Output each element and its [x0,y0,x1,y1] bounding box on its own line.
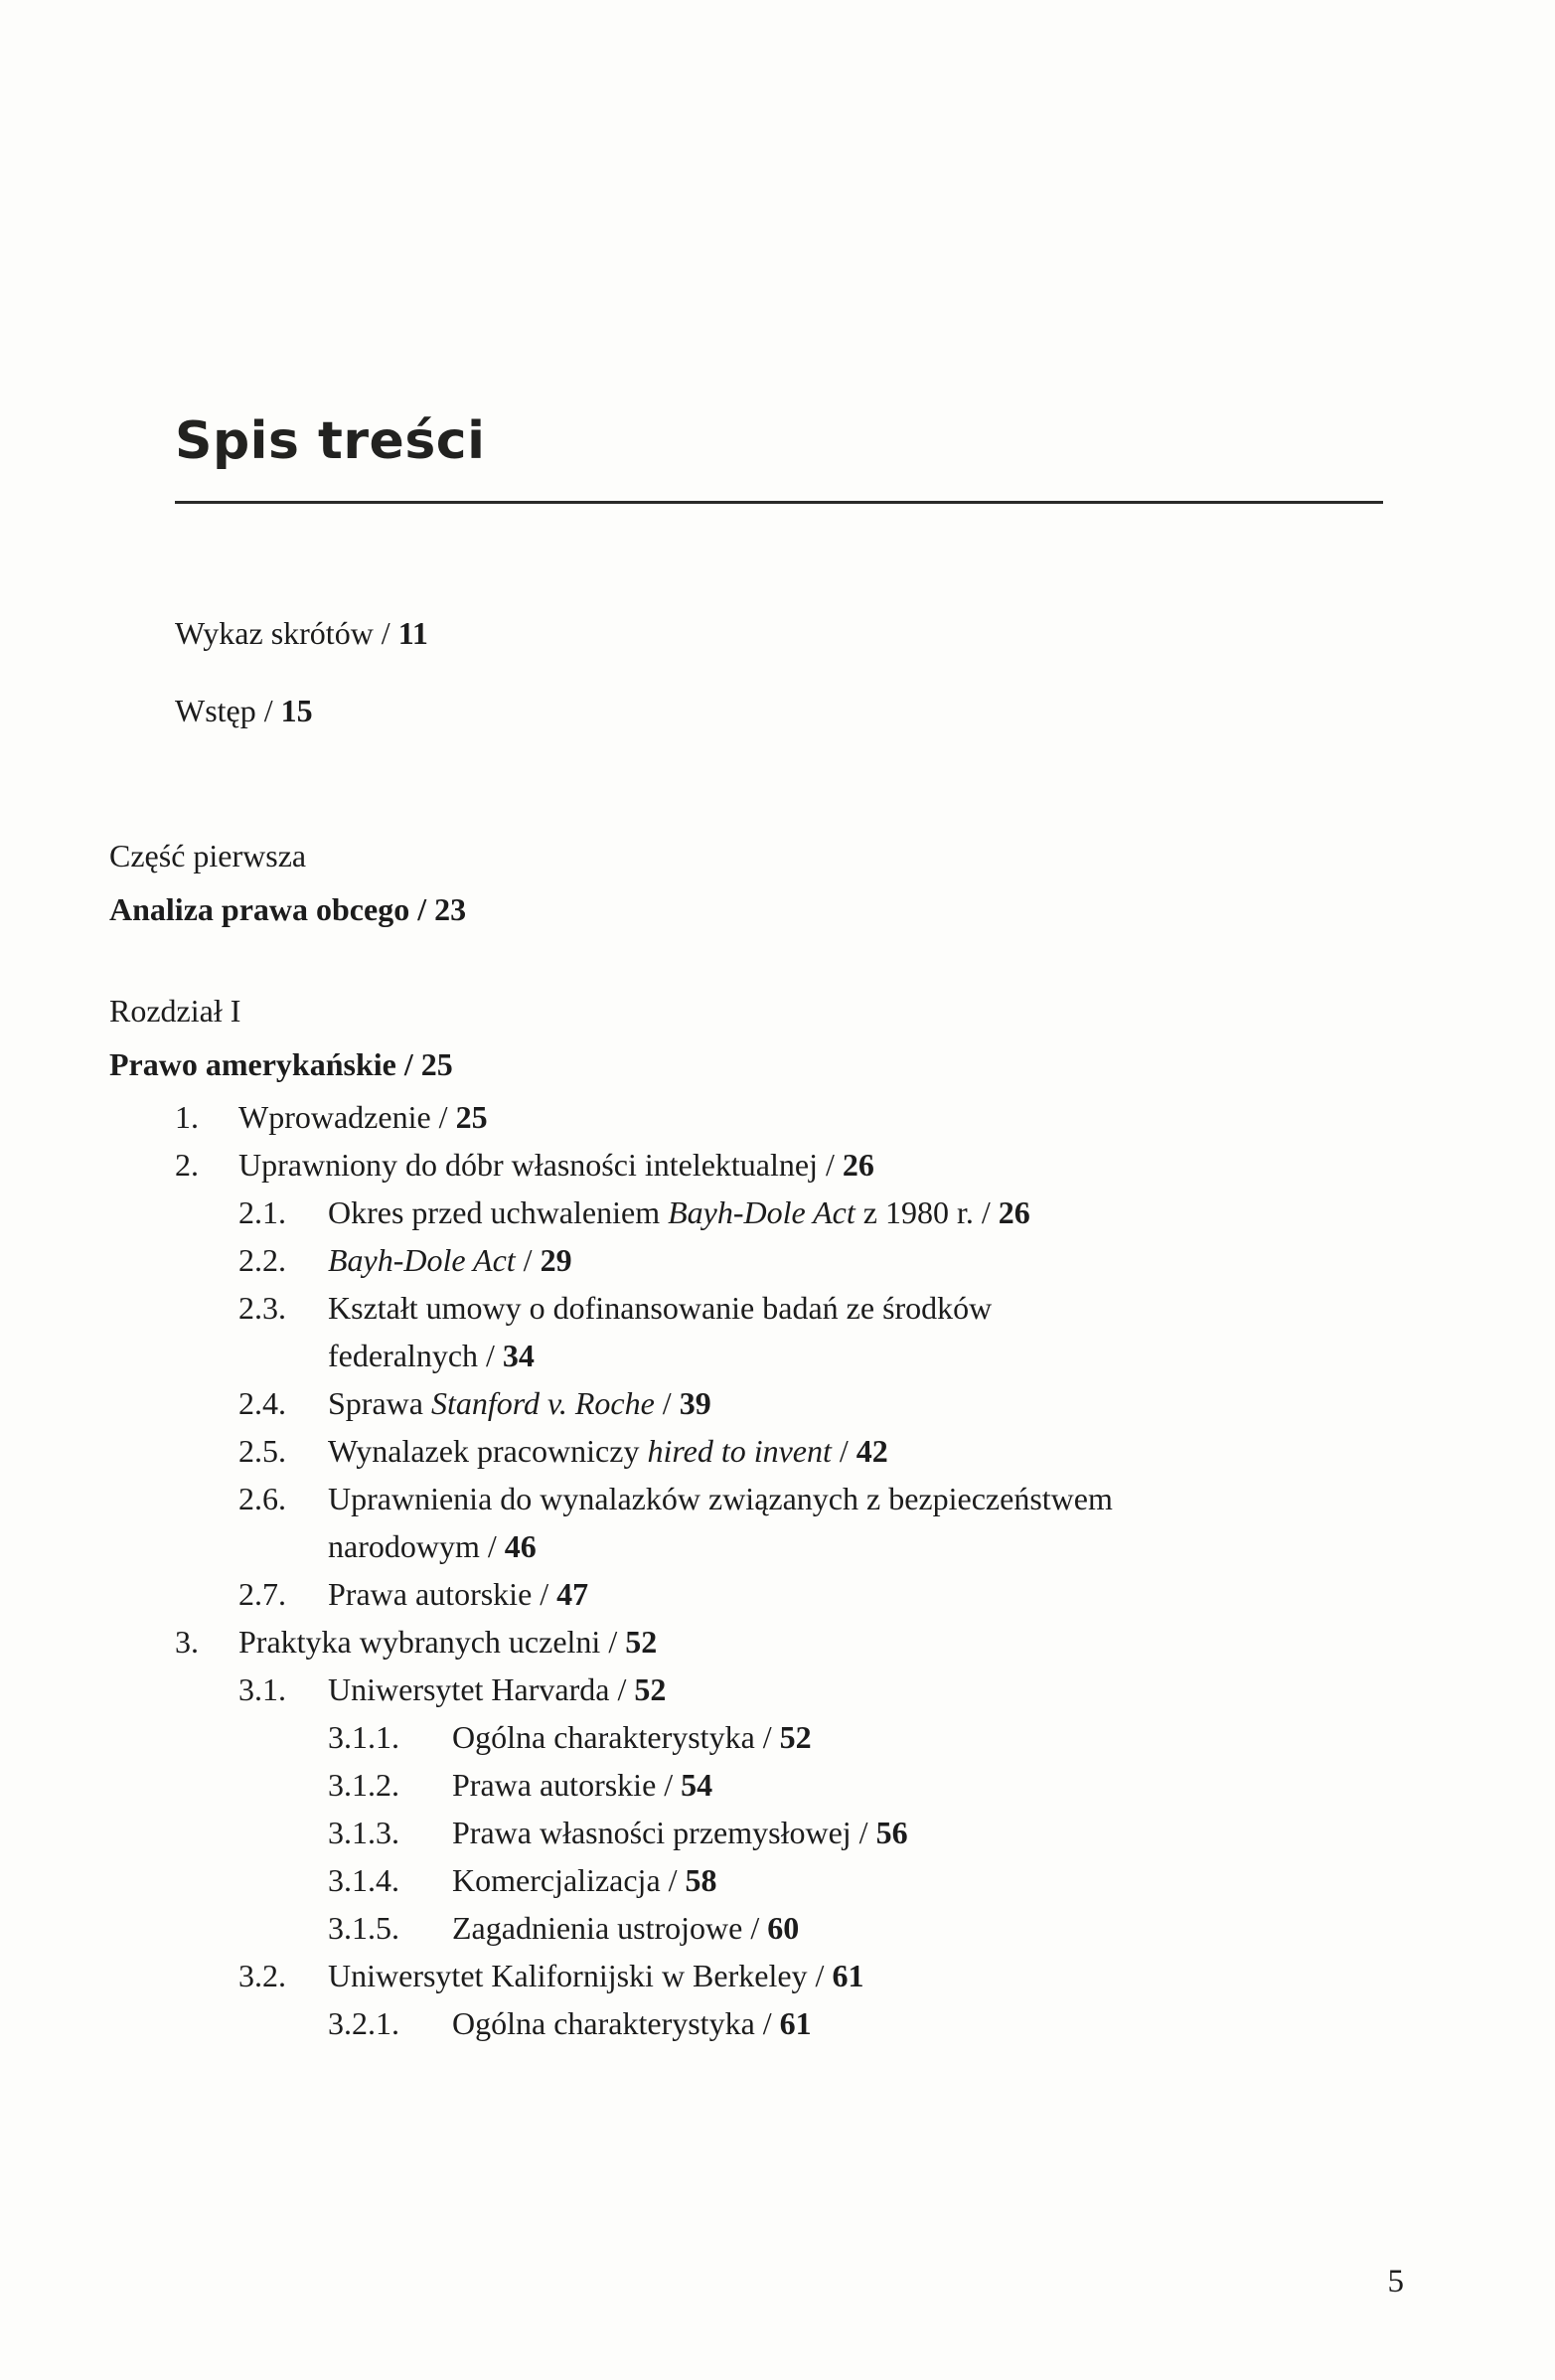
toc-entry-number: 2.1. [238,1194,286,1230]
toc-entry-number: 2.6. [238,1481,286,1516]
toc-entry-number: 3.2. [238,1958,286,1993]
toc-entry-text-segment: Uniwersytet Harvarda [328,1671,610,1707]
toc-entry [238,1666,1396,1713]
toc-entry-text [328,1189,1396,1236]
page-title: Spis treści [175,411,486,471]
toc-entry [175,1618,1396,1666]
toc-entry-page: 54 [681,1767,713,1803]
toc-entry-page: 58 [685,1862,717,1898]
toc-entry-text [175,615,428,651]
toc-entry-text-segment: Ogólna charakterystyka [452,1719,755,1755]
toc-entry-number: 3.1. [238,1671,286,1707]
toc-entry-text [238,1093,1396,1141]
toc-entry-text [328,1427,1396,1475]
toc-list [109,609,1396,2047]
toc-entry-text [109,891,466,927]
toc-entry-separator: / [973,1194,999,1230]
toc-entry-text-segment: Prawo amerykańskie [109,1046,396,1082]
toc-entry-text-segment: Wprowadzenie [238,1099,431,1135]
toc-entry-page: 47 [556,1576,589,1612]
toc-entry-text [328,1952,1396,1999]
toc-part-heading [109,885,1396,933]
toc-entry-text [328,1666,1396,1713]
toc-entry-text [328,1570,1396,1618]
toc-entry-text-segment: Praktyka wybranych uczelni [238,1624,601,1660]
toc-entry [238,1475,1396,1570]
toc-entry-number: 3.1.5. [328,1910,399,1946]
toc-entry-separator: / [373,615,398,651]
toc-entry-text-segment: Sprawa [328,1385,431,1421]
toc-entry-text-segment: Zagadnienia ustrojowe [452,1910,743,1946]
toc-entry [328,1713,1396,1761]
toc-entry-text-segment: Prawa autorskie [452,1767,657,1803]
toc-entry [328,1999,1396,2047]
toc-chapter-heading [109,1040,1396,1088]
toc-entry-number: 1. [175,1099,199,1135]
toc-entry-separator: / [807,1958,833,1993]
toc-entry-text [328,1379,1396,1427]
toc-entry-text-segment: Wynalazek pracowniczy [328,1433,648,1469]
toc-front [175,609,1396,657]
toc-entry-separator: / [478,1338,503,1373]
toc-entry-number: 2.3. [238,1290,286,1326]
toc-entry-text-segment: Ogólna charakterystyka [452,2005,755,2041]
toc-entry-separator: / [754,2005,780,2041]
toc-entry [328,1856,1396,1904]
toc-entry-number: 3.1.4. [328,1862,399,1898]
toc-entry [238,1570,1396,1618]
toc-entry-text [238,1618,1396,1666]
toc-entry-text [109,838,306,873]
toc-entry-text-italic: Stanford v. Roche [430,1385,655,1421]
toc-entry-text-segment: federalnych [328,1338,479,1373]
toc-entry-text-segment: narodowym [328,1528,480,1564]
toc-part-label [109,832,1396,879]
toc-entry-separator: / [831,1433,856,1469]
toc-entry-page: 42 [855,1433,888,1469]
toc-entry-text-segment: Wykaz skrótów [175,615,374,651]
toc-entry-page: 61 [779,2005,812,2041]
toc-entry-text-segment: Komercjalizacja [452,1862,661,1898]
toc-front [175,687,1396,734]
toc-entry-separator: / [851,1815,876,1850]
toc-entry-text-segment: Prawa własności przemysłowej [452,1815,852,1850]
toc-entry-text [328,1284,1396,1379]
toc-entry-number: 3.1.1. [328,1719,399,1755]
toc-entry-text-segment: Uniwersytet Kalifornijski w Berkeley [328,1958,808,1993]
toc-entry-page: 11 [397,615,428,651]
toc-entry [238,1952,1396,1999]
toc-entry-text [452,1713,1396,1761]
toc-entry [328,1761,1396,1809]
toc-entry [238,1189,1396,1236]
toc-entry-text [452,1761,1396,1809]
title-rule [175,501,1383,504]
toc-entry-page: 52 [634,1671,667,1707]
toc-entry-page: 25 [455,1099,488,1135]
toc-entry-number: 3.1.3. [328,1815,399,1850]
toc-chapter-label [109,987,1396,1034]
toc-entry-page: 25 [420,1046,453,1082]
toc-entry-text-segment: Część pierwsza [109,838,307,873]
toc-entry-separator: / [430,1099,456,1135]
toc-entry-number: 2.5. [238,1433,286,1469]
toc-entry-separator: / [255,693,281,728]
toc-entry-text [238,1141,1396,1189]
toc-entry-separator: / [654,1385,680,1421]
toc-entry [175,1093,1396,1141]
toc-entry-text [452,1809,1396,1856]
toc-entry-separator: / [515,1242,541,1278]
toc-entry-text-segment: Uprawnienia do wynalazków związanych z bezpieczeństwem [328,1481,1113,1516]
toc-entry [328,1809,1396,1856]
toc-entry-text [109,993,240,1029]
toc-entry-number: 2.4. [238,1385,286,1421]
toc-entry-separator: / [409,891,435,927]
page-number: 5 [1387,2264,1404,2300]
toc-entry-separator: / [817,1147,843,1183]
toc-entry-text-segment: Analiza prawa obcego [109,891,410,927]
toc-entry-text [175,693,313,728]
toc-entry-text-italic: hired to invent [647,1433,832,1469]
toc-entry [175,1141,1396,1189]
toc-entry-page: 52 [625,1624,658,1660]
toc-entry-separator: / [660,1862,686,1898]
toc-entry [238,1236,1396,1284]
toc-entry-page: 56 [875,1815,908,1850]
toc-entry-page: 46 [504,1528,537,1564]
toc-entry-text [328,1236,1396,1284]
toc-entry-separator: / [754,1719,780,1755]
toc-entry-page: 15 [280,693,313,728]
toc-entry-number: 3.2.1. [328,2005,399,2041]
toc-entry-page: 23 [434,891,467,927]
toc-entry-text-segment: Okres przed uchwaleniem [328,1194,669,1230]
toc-entry-separator: / [609,1671,635,1707]
toc-entry-text-segment: Kształt umowy o dofinansowanie badań ze środków [328,1290,993,1326]
toc-entry-text [452,1904,1396,1952]
toc-entry-page: 52 [779,1719,812,1755]
toc-entry-text-segment: Prawa autorskie [328,1576,533,1612]
toc-entry-text-segment: Rozdział I [109,993,241,1029]
toc-entry [238,1427,1396,1475]
toc-entry-text [109,1046,453,1082]
toc-entry-page: 34 [502,1338,535,1373]
toc-entry-separator: / [395,1046,421,1082]
toc-entry-number: 2.7. [238,1576,286,1612]
toc-entry [328,1904,1396,1952]
toc-entry-page: 29 [540,1242,572,1278]
toc-entry-page: 61 [832,1958,864,1993]
toc-entry-number: 3. [175,1624,199,1660]
toc-entry-number: 2. [175,1147,199,1183]
toc-entry [238,1379,1396,1427]
toc-entry-page: 26 [842,1147,874,1183]
toc-entry-text-segment: z 1980 r. [855,1194,974,1230]
toc-entry-number: 3.1.2. [328,1767,399,1803]
toc-entry-separator: / [532,1576,557,1612]
toc-entry-page: 26 [998,1194,1030,1230]
toc-entry-text [452,1856,1396,1904]
toc-entry-text-italic: Bayh-Dole Act [668,1194,855,1230]
toc-entry [238,1284,1396,1379]
toc-entry-page: 39 [679,1385,711,1421]
toc-entry-text-segment: Uprawniony do dóbr własności intelektualnej [238,1147,818,1183]
toc-entry-separator: / [656,1767,682,1803]
toc-entry-text-italic: Bayh-Dole Act [328,1242,516,1278]
toc-entry-separator: / [479,1528,505,1564]
toc-entry-page: 60 [767,1910,800,1946]
toc-entry-number: 2.2. [238,1242,286,1278]
toc-entry-separator: / [600,1624,626,1660]
toc-entry-separator: / [742,1910,768,1946]
toc-entry-text [328,1475,1396,1570]
toc-entry-text [452,1999,1396,2047]
toc-entry-text-segment: Wstęp [175,693,256,728]
